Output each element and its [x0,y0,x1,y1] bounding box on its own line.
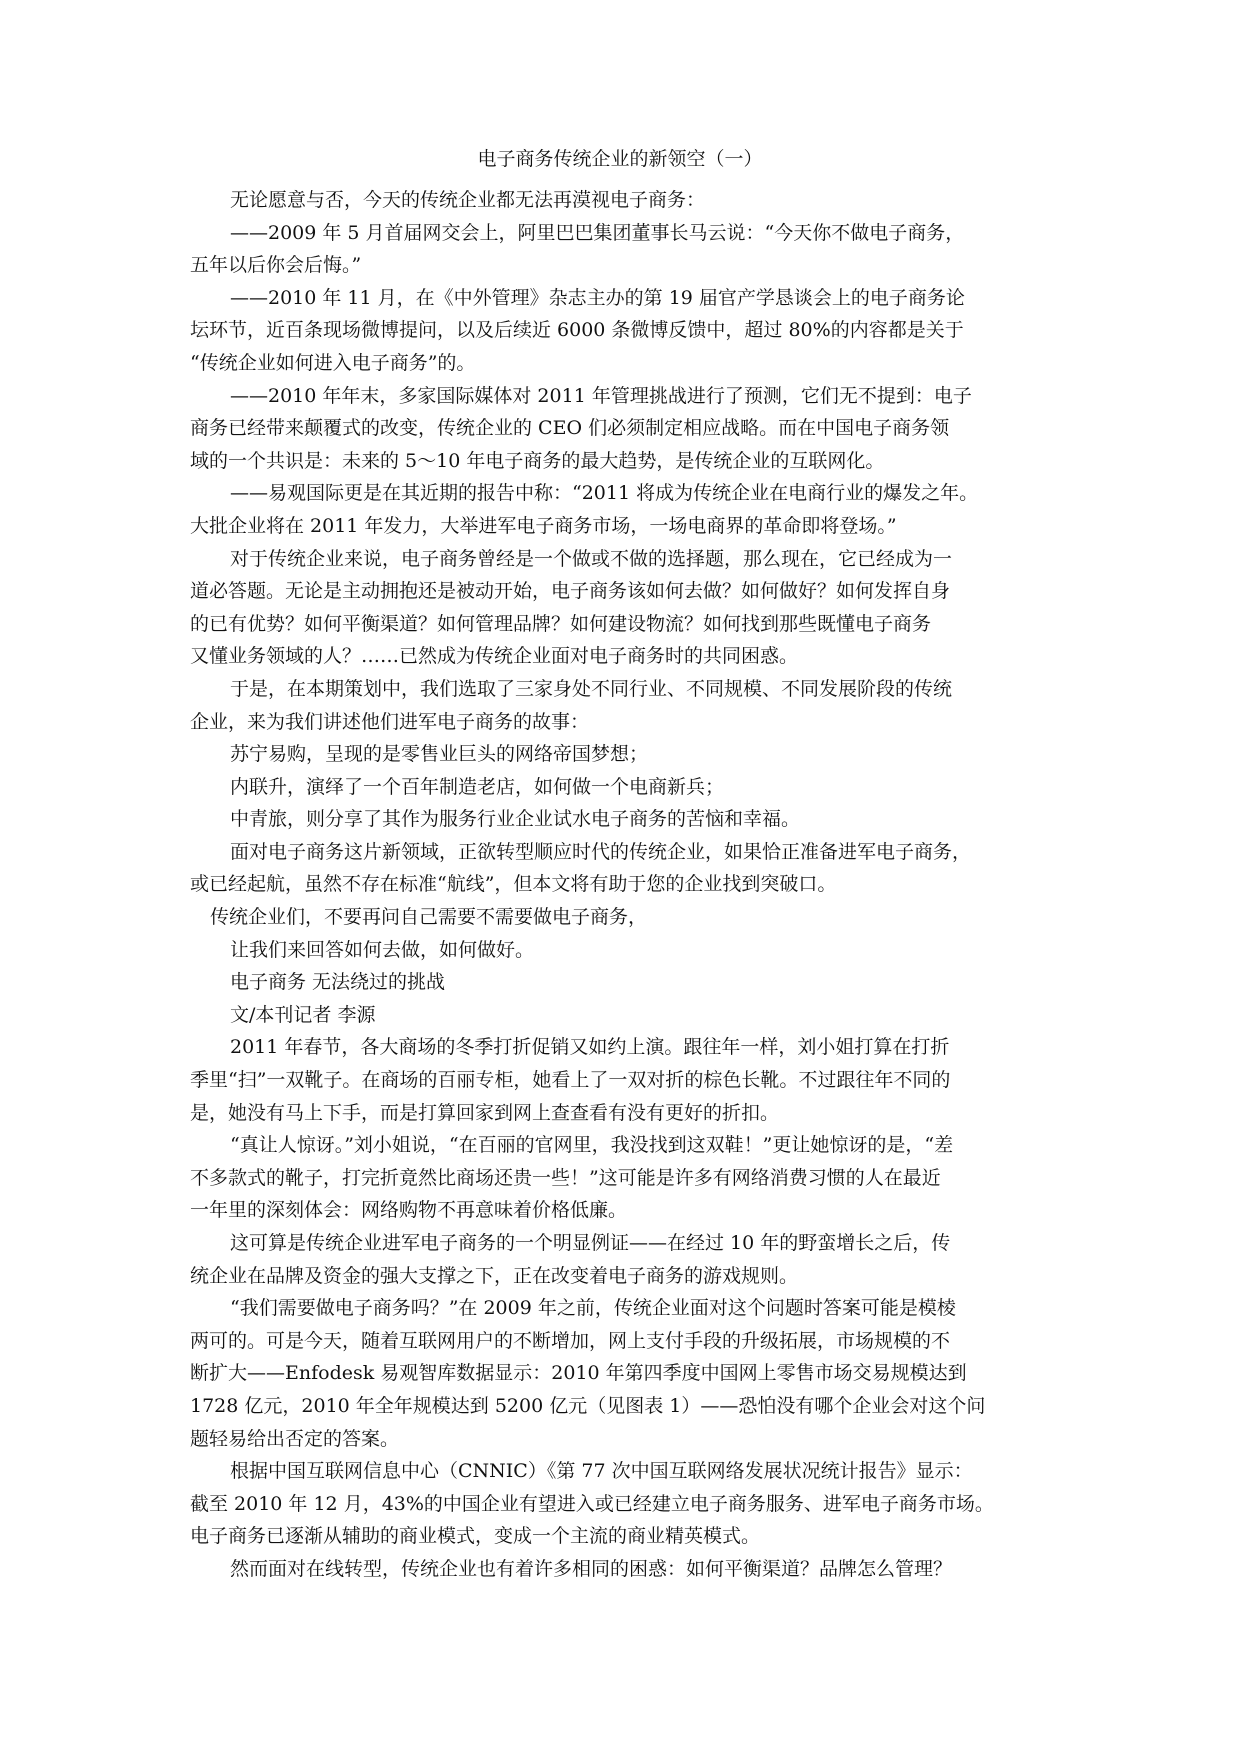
body-text-line: 商务已经带来颠覆式的改变，传统企业的 CEO 们必须制定相应战略。而在中国电子商务领 [190,417,950,440]
body-text-line: 然而面对在线转型，传统企业也有着许多相同的困惑：如何平衡渠道？品牌怎么管理？ [230,1557,953,1580]
body-text-line: 域的一个共识是：未来的 5～10 年电子商务的最大趋势，是传统企业的互联网化。 [190,449,885,472]
body-text-line: 文/本刊记者 李源 [230,1003,376,1026]
body-text-line: 对于传统企业来说，电子商务曾经是一个做或不做的选择题，那么现在，它已经成为一 [230,547,953,570]
body-text-line: 2011 年春节，各大商场的冬季打折促销又如约上演。跟往年一样，刘小姐打算在打折 [230,1036,950,1059]
body-text-line: 中青旅，则分享了其作为服务行业企业试水电子商务的苦恼和幸福。 [230,808,801,831]
body-text-line: 或已经起航，虽然不存在标准“航线”，但本文将有助于您的企业找到突破口。 [190,873,837,896]
body-text-line: 五年以后你会后悔。” [190,254,362,277]
body-text-line: 不多款式的靴子，打完折竟然比商场还贵一些！”这可能是许多有网络消费习惯的人在最近 [190,1166,941,1189]
body-text-line: 题轻易给出否定的答案。 [190,1427,400,1450]
body-text-line: 让我们来回答如何去做，如何做好。 [230,938,535,961]
body-text-line: 大批企业将在 2011 年发力，大举进军电子商务市场，一场电商界的革命即将登场。” [190,514,897,537]
document-title: 电子商务传统企业的新领空（一） [477,148,763,170]
body-text-line: 企业，来为我们讲述他们进军电子商务的故事： [190,710,590,733]
body-text-line: ——2009 年 5 月首届网交会上，阿里巴巴集团董事长马云说：“今天你不做电子商务， [230,221,965,244]
body-text-line: 季里“扫”一双靴子。在商场的百丽专柜，她看上了一双对折的棕色长靴。不过跟往年不同的 [190,1069,951,1092]
body-text-line: 断扩大——Enfodesk 易观智库数据显示：2010 年第四季度中国网上零售市场交易规模达到 [190,1362,967,1385]
body-text-line: “真让人惊讶。”刘小姐说，“在百丽的官网里，我没找到这双鞋！”更让她惊讶的是，“差 [230,1134,954,1157]
body-text-line: 内联升，演绎了一个百年制造老店，如何做一个电商新兵； [230,775,725,798]
body-text-line: 1728 亿元，2010 年全年规模达到 5200 亿元（见图表 1）——恐怕没有哪个企业会对这个问 [190,1394,986,1417]
body-text-line: 根据中国互联网信息中心（CNNIC）《第 77 次中国互联网络发展状况统计报告》显示： [230,1460,973,1483]
body-text-line: ——2010 年 11 月，在《中外管理》杂志主办的第 19 届官产学恳谈会上的电子商务论 [230,286,965,309]
body-text-line: ——易观国际更是在其近期的报告中称：“2011 将成为传统企业在电商行业的爆发之年。 [230,482,979,505]
body-text-line: 传统企业们，不要再问自己需要不需要做电子商务， [210,906,648,929]
body-text-line: 的已有优势？如何平衡渠道？如何管理品牌？如何建设物流？如何找到那些既懂电子商务 [190,612,932,635]
body-text-line: 坛环节，近百条现场微博提问，以及后续近 6000 条微博反馈中，超过 80%的内容都是关于 [190,319,964,342]
body-text-line: 这可算是传统企业进军电子商务的一个明显例证——在经过 10 年的野蛮增长之后，传 [230,1232,951,1254]
body-text-line: 无论愿意与否，今天的传统企业都无法再漠视电子商务： [230,189,706,211]
body-text-line: 苏宁易购，呈现的是零售业巨头的网络帝国梦想； [230,743,649,766]
body-text-line: 一年里的深刻体会：网络购物不再意味着价格低廉。 [190,1199,628,1222]
body-text-line: ——2010 年年末，多家国际媒体对 2011 年管理挑战进行了预测，它们无不提到：电子 [230,384,972,407]
body-text-line: 截至 2010 年 12 月，43%的中国企业有望进入或已经建立电子商务服务、进军电子商务市场。 [190,1492,994,1515]
body-text-line: 是，她没有马上下手，而是打算回家到网上查查看有没有更好的折扣。 [190,1101,780,1124]
body-text-line: 两可的。可是今天，随着互联网用户的不断增加，网上支付手段的升级拓展，市场规模的不 [190,1329,951,1352]
body-text-line: “我们需要做电子商务吗？”在 2009 年之前，传统企业面对这个问题时答案可能是模棱 [230,1297,956,1320]
body-text-line: 统企业在品牌及资金的强大支撑之下，正在改变着电子商务的游戏规则。 [190,1264,799,1287]
body-text-line: 电子商务 无法绕过的挑战 [230,971,446,994]
body-text-line: “传统企业如何进入电子商务”的。 [190,351,476,374]
body-text-line: 又懂业务领域的人？……已然成为传统企业面对电子商务时的共同困惑。 [190,645,799,668]
body-text-line: 道必答题。无论是主动拥抱还是被动开始，电子商务该如何去做？如何做好？如何发挥自身 [190,580,951,603]
body-text-line: 面对电子商务这片新领域，正欲转型顺应时代的传统企业，如果恰正准备进军电子商务， [230,840,972,863]
body-text-line: 电子商务已逐渐从辅助的商业模式，变成一个主流的商业精英模式。 [190,1525,761,1548]
document-body [190,184,1050,1586]
body-text-line: 于是，在本期策划中，我们选取了三家身处不同行业、不同规模、不同发展阶段的传统 [230,677,953,700]
